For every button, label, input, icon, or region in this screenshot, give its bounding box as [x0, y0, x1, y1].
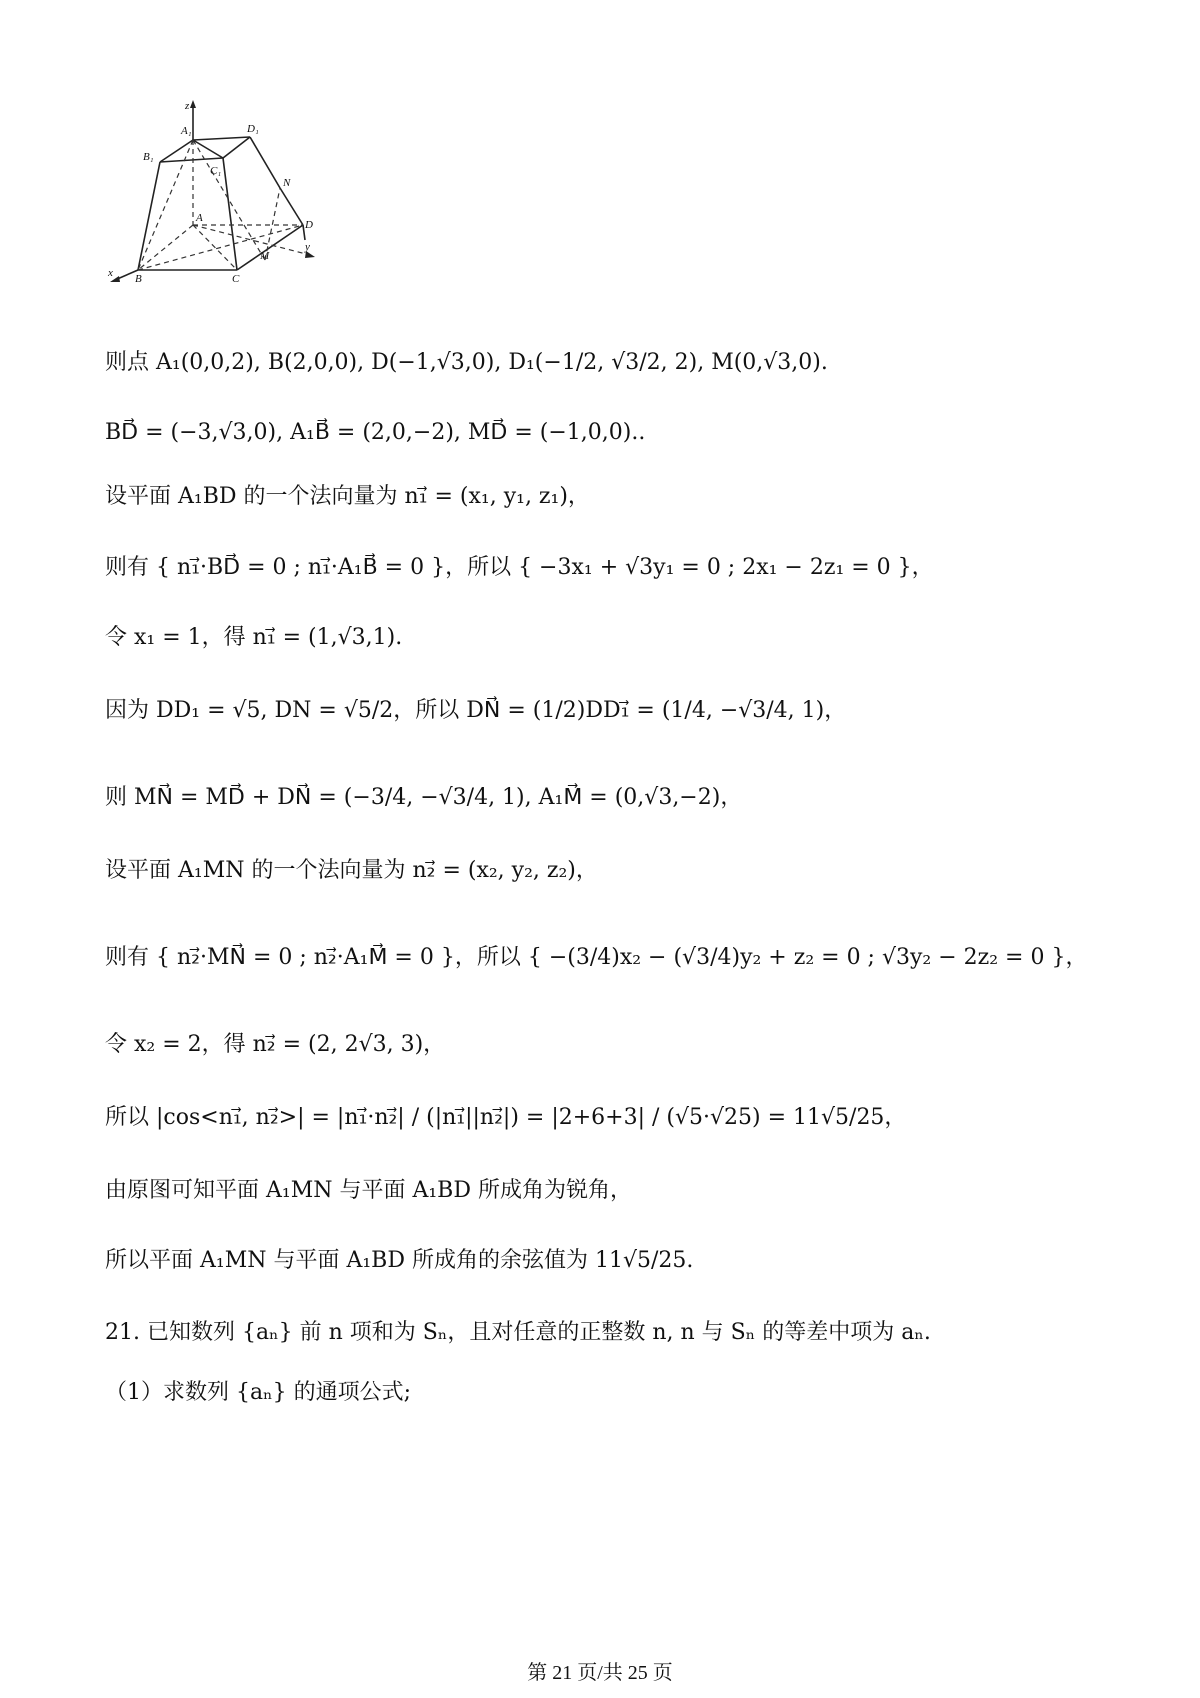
text-line-dn: 因为 DD₁ = √5, DN = √5/2，所以 DN⃗ = (1/2)DD₁⃗ = (1/4, −√3/4, 1)，: [105, 698, 847, 723]
edge-d1-c1: [223, 137, 250, 158]
arrow-z: [190, 100, 196, 108]
geometry-figure: [105, 100, 345, 305]
label-y: y: [305, 241, 310, 253]
label-a: A: [196, 212, 203, 224]
label-a1: A₁: [181, 125, 192, 137]
text-line-mn: 则 MN⃗ = MD⃗ + DN⃗ = (−3/4, −√3/4, 1), A₁M⃗ = (0,√3,−2)，: [105, 785, 743, 810]
text-line-normal-2-setup: 设平面 A₁MN 的一个法向量为 n₂⃗ = (x₂, y₂, z₂)，: [105, 858, 598, 883]
text-line-n2-result: 令 x₂ = 2，得 n₂⃗ = (2, 2√3, 3)，: [105, 1032, 446, 1057]
text-line-vectors: BD⃗ = (−3,√3,0), A₁B⃗ = (2,0,−2), MD⃗ = (−1,0,0)..: [105, 420, 646, 445]
edge-c1-b1: [160, 158, 223, 162]
edge-c1-c: [223, 158, 237, 270]
label-c1: C₁: [210, 165, 222, 177]
edge-a1-d1: [193, 137, 250, 140]
label-c: C: [232, 273, 240, 285]
problem-21-part-1: （1）求数列 {aₙ} 的通项公式;: [105, 1380, 412, 1405]
label-z: z: [185, 100, 190, 112]
edge-n-d: [280, 188, 303, 225]
edge-a-c: [193, 225, 237, 270]
edge-a1-c1: [193, 140, 223, 158]
label-m: M: [260, 250, 270, 262]
text-line-n1-result: 令 x₁ = 1，得 n₁⃗ = (1,√3,1).: [105, 625, 403, 650]
label-d1: D₁: [247, 123, 259, 135]
text-line-normal-1-setup: 设平面 A₁BD 的一个法向量为 n₁⃗ = (x₁, y₁, z₁)，: [105, 484, 590, 509]
label-d: D: [305, 219, 313, 231]
edge-b1-b: [138, 162, 160, 270]
text-line-cosine-answer: 所以平面 A₁MN 与平面 A₁BD 所成角的余弦值为 11√5/25.: [105, 1248, 694, 1273]
text-line-cosine: 所以 |cos<n₁⃗, n₂⃗>| = |n₁⃗·n₂⃗| / (|n₁⃗||n₂⃗|) = |2+6+3| / (√5·√25) = 11√5/25，: [105, 1105, 907, 1130]
text-line-system-1: 则有 { n₁⃗·BD⃗ = 0 ; n₁⃗·A₁B⃗ = 0 }，所以 { −3x₁ + √3y₁ = 0 ; 2x₁ − 2z₁ = 0 }，: [105, 555, 934, 580]
text-line-system-2: 则有 { n₂⃗·MN⃗ = 0 ; n₂⃗·A₁M⃗ = 0 }，所以 { −(3/4)x₂ − (√3/4)y₂ + z₂ = 0 ; √3y₂ − 2z₂ = 0 }，: [105, 945, 1088, 970]
page-footer: 第 21 页/共 25 页: [527, 1662, 673, 1684]
label-b1: B₁: [143, 151, 154, 163]
label-n: N: [283, 177, 291, 189]
label-b: B: [135, 273, 142, 285]
text-line-points: 则点 A₁(0,0,2), B(2,0,0), D(−1,√3,0), D₁(−1/2, √3/2, 2), M(0,√3,0).: [105, 350, 828, 375]
problem-21-statement: 21. 已知数列 {aₙ} 前 n 项和为 Sₙ，且对任意的正整数 n, n 与 Sₙ 的等差中项为 aₙ.: [105, 1320, 931, 1345]
edge-c-d: [237, 225, 303, 270]
text-line-acute-angle: 由原图可知平面 A₁MN 与平面 A₁BD 所成角为锐角，: [105, 1178, 632, 1203]
edge-d1-n: [250, 137, 280, 188]
label-x: x: [108, 267, 113, 279]
